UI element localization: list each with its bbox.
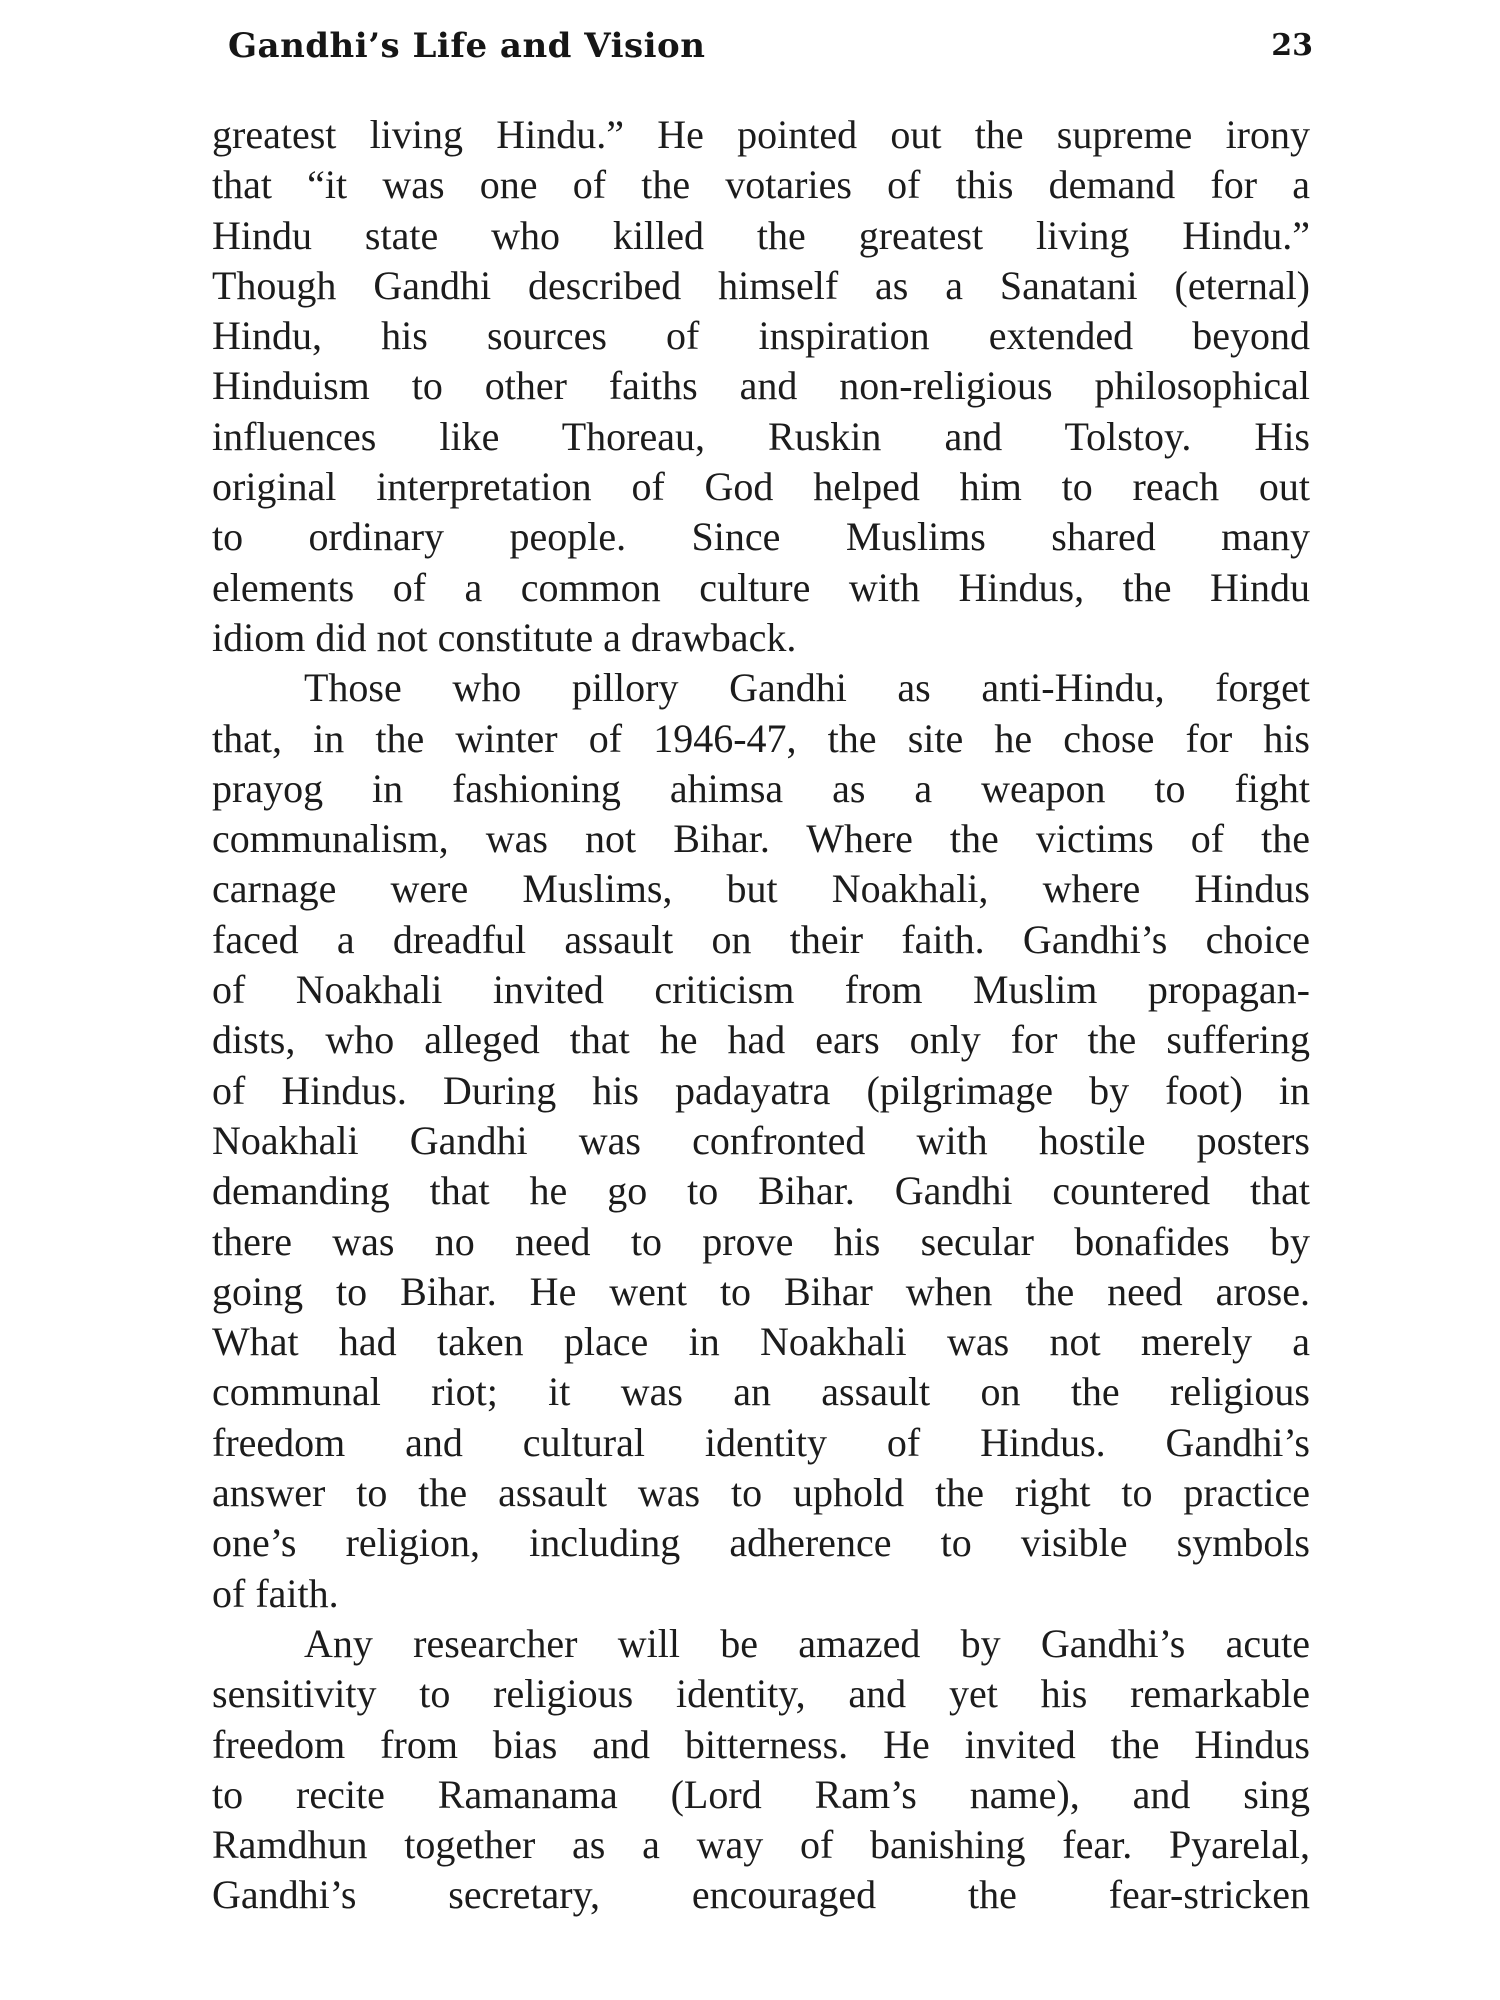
text-line: Any researcher will be amazed by Gandhi’s acute — [304, 1620, 1310, 1666]
text-line: that “it was one of the votaries of this demand for a — [212, 162, 1310, 208]
text-line: to ordinary people. Since Muslims shared many — [212, 514, 1310, 560]
text-line: freedom and cultural identity of Hindus. Gandhi’s — [212, 1419, 1310, 1465]
text-line: faced a dreadful assault on their faith. Gandhi’s choice — [212, 916, 1310, 962]
running-head-title: Gandhi’s Life and Vision — [228, 26, 706, 66]
text-line: one’s religion, including adherence to visible symbols — [212, 1520, 1310, 1566]
text-line: idiom did not constitute a drawback. — [212, 614, 797, 660]
text-line: Noakhali Gandhi was confronted with hostile posters — [212, 1117, 1310, 1163]
text-line: sensitivity to religious identity, and yet his remarkable — [212, 1671, 1310, 1717]
paragraph — [212, 110, 1310, 663]
text-line: influences like Thoreau, Ruskin and Tolstoy. His — [212, 413, 1310, 459]
text-line: Ramdhun together as a way of banishing fear. Pyarelal, — [212, 1822, 1310, 1868]
text-line: of Noakhali invited criticism from Muslim propagan- — [212, 967, 1310, 1013]
page-number: 23 — [1271, 28, 1313, 63]
text-line: dists, who alleged that he had ears only for the suffering — [212, 1017, 1310, 1063]
text-line: Though Gandhi described himself as a Sanatani (eternal) — [212, 262, 1310, 308]
text-line: demanding that he go to Bihar. Gandhi countered that — [212, 1168, 1310, 1214]
text-line: to recite Ramanama (Lord Ram’s name), and sing — [212, 1771, 1310, 1817]
running-head — [228, 18, 1313, 74]
text-line: carnage were Muslims, but Noakhali, where Hindus — [212, 866, 1310, 912]
text-line: prayog in fashioning ahimsa as a weapon to fight — [212, 765, 1310, 811]
text-line: Those who pillory Gandhi as anti-Hindu, forget — [304, 665, 1310, 711]
body-text — [212, 110, 1310, 1921]
text-line: freedom from bias and bitterness. He invited the Hindus — [212, 1721, 1310, 1767]
text-line: original interpretation of God helped him to reach out — [212, 464, 1310, 510]
text-line: greatest living Hindu.” He pointed out the supreme irony — [212, 112, 1310, 157]
paragraph — [212, 1619, 1310, 1921]
text-line: there was no need to prove his secular bonafides by — [212, 1218, 1310, 1264]
text-line: Hindu state who killed the greatest living Hindu.” — [212, 212, 1310, 258]
paragraph — [212, 663, 1310, 1619]
text-line: Gandhi’s secretary, encouraged the fear-stricken — [212, 1872, 1310, 1918]
text-line: that, in the winter of 1946-47, the site he chose for his — [212, 715, 1310, 761]
text-line: elements of a common culture with Hindus, the Hindu — [212, 564, 1310, 610]
text-line: of faith. — [212, 1570, 339, 1616]
text-line: Hinduism to other faiths and non-religious philosophical — [212, 363, 1310, 409]
text-line: communalism, was not Bihar. Where the victims of the — [212, 816, 1310, 862]
text-line: answer to the assault was to uphold the right to practice — [212, 1470, 1310, 1516]
text-line: of Hindus. During his padayatra (pilgrimage by foot) in — [212, 1067, 1310, 1113]
text-line: communal riot; it was an assault on the religious — [212, 1369, 1310, 1415]
text-line: going to Bihar. He went to Bihar when the need arose. — [212, 1268, 1310, 1314]
text-line: Hindu, his sources of inspiration extended beyond — [212, 313, 1310, 359]
text-line: What had taken place in Noakhali was not merely a — [212, 1319, 1310, 1365]
